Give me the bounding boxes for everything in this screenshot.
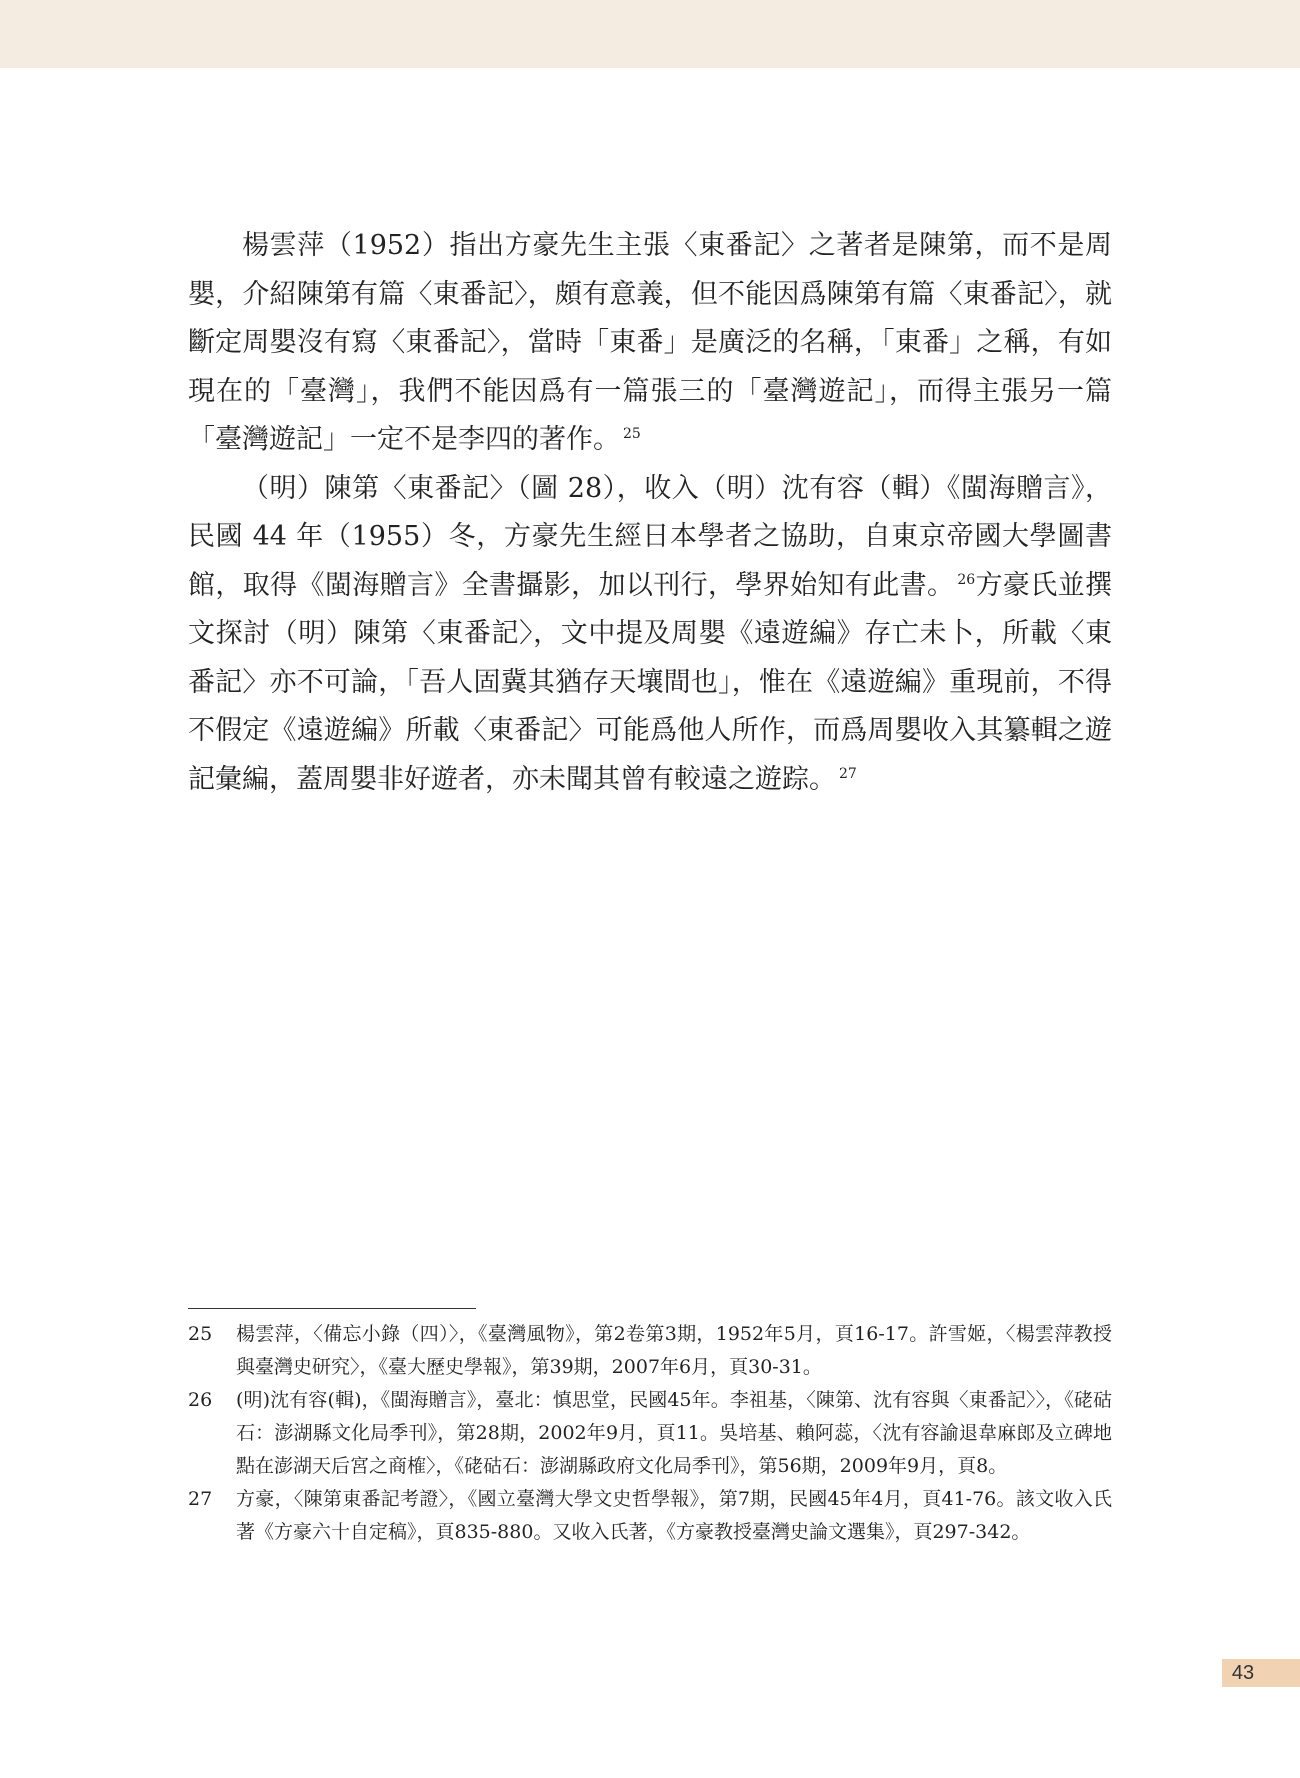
footnote-divider — [188, 1308, 476, 1309]
footnote-26 — [188, 1384, 1112, 1483]
footnote-number: 26 — [188, 1389, 213, 1411]
page-number: 43 — [1231, 1662, 1255, 1684]
footnote-text: 楊雲萍，〈備忘小錄（四）〉，《臺灣風物》，第2卷第3期，1952年5月，頁16-17。許雪姬，〈楊雲萍教授與臺灣史研究〉，《臺大歷史學報》，第39期，2007年6月，頁30-31。 — [236, 1323, 1112, 1378]
top-header-band — [0, 0, 1300, 68]
footnote-number: 25 — [188, 1323, 213, 1345]
footnote-25 — [188, 1318, 1112, 1384]
paragraph-1 — [188, 222, 1112, 465]
paragraph-2-text-b: 方豪氏並撰文探討（明）陳第〈東番記〉，文中提及周嬰《遠遊編》存亡未卜，所載〈東番記〉亦不可論，「吾人固冀其猶存天壤間也」，惟在《遠遊編》重現前，不得不假定《遠遊編》所載〈東番記〉可能爲他人所作，而爲周嬰收入其纂輯之遊記彙編，蓋周嬰非好遊者，亦未聞其曾有較遠之遊踪。 — [188, 569, 1113, 795]
footnote-ref-25[interactable]: 25 — [623, 426, 641, 442]
footnotes-section — [188, 1318, 1112, 1549]
footnote-text: 方豪，〈陳第東番記考證〉，《國立臺灣大學文史哲學報》，第7期，民國45年4月，頁41-76。該文收入氏著《方豪六十自定稿》，頁835-880。又收入氏著，《方豪教授臺灣史論文選集》，頁297-342。 — [236, 1488, 1112, 1543]
footnote-ref-26[interactable]: 26 — [957, 571, 976, 588]
paragraph-1-text: 楊雲萍（1952）指出方豪先生主張〈東番記〉之著者是陳第，而不是周嬰，介紹陳第有篇〈東番記〉，頗有意義，但不能因爲陳第有篇〈東番記〉，就斷定周嬰沒有寫〈東番記〉，當時「東番」是廣泛的名稱，「東番」之稱，有如現在的「臺灣」，我們不能因爲有一篇張三的「臺灣遊記」，而得主張另一篇「臺灣遊記」一定不是李四的著作。 — [188, 230, 1112, 455]
paragraph-2-text-a: （明）陳第〈東番記〉（圖 28），收入（明）沈有容（輯）《閩海贈言》，民國 44 年（1955）冬，方豪先生經日本學者之協助，自東京帝國大學圖書館，取得《閩海贈言》全書攝影，加以刊行，學界始知有此書。 — [188, 472, 1112, 601]
footnote-ref-27[interactable]: 27 — [839, 765, 857, 782]
main-body-text — [188, 222, 1112, 804]
footnote-number: 27 — [188, 1488, 213, 1510]
footnote-text: (明)沈有容(輯)，《閩海贈言》，臺北：慎思堂，民國45年。李祖基，〈陳第、沈有容與〈東番記〉〉，《硓𥑮石：澎湖縣文化局季刊》，第28期，2002年9月，頁11。吳培基、賴阿蕊，〈沈有容諭退韋麻郎及立碑地點在澎湖天后宮之商榷〉，《硓𥑮石：澎湖縣政府文化局季刊》，第56期，2009年9月，頁8。 — [236, 1389, 1112, 1477]
footnote-27 — [188, 1483, 1112, 1549]
paragraph-2 — [188, 465, 1112, 805]
